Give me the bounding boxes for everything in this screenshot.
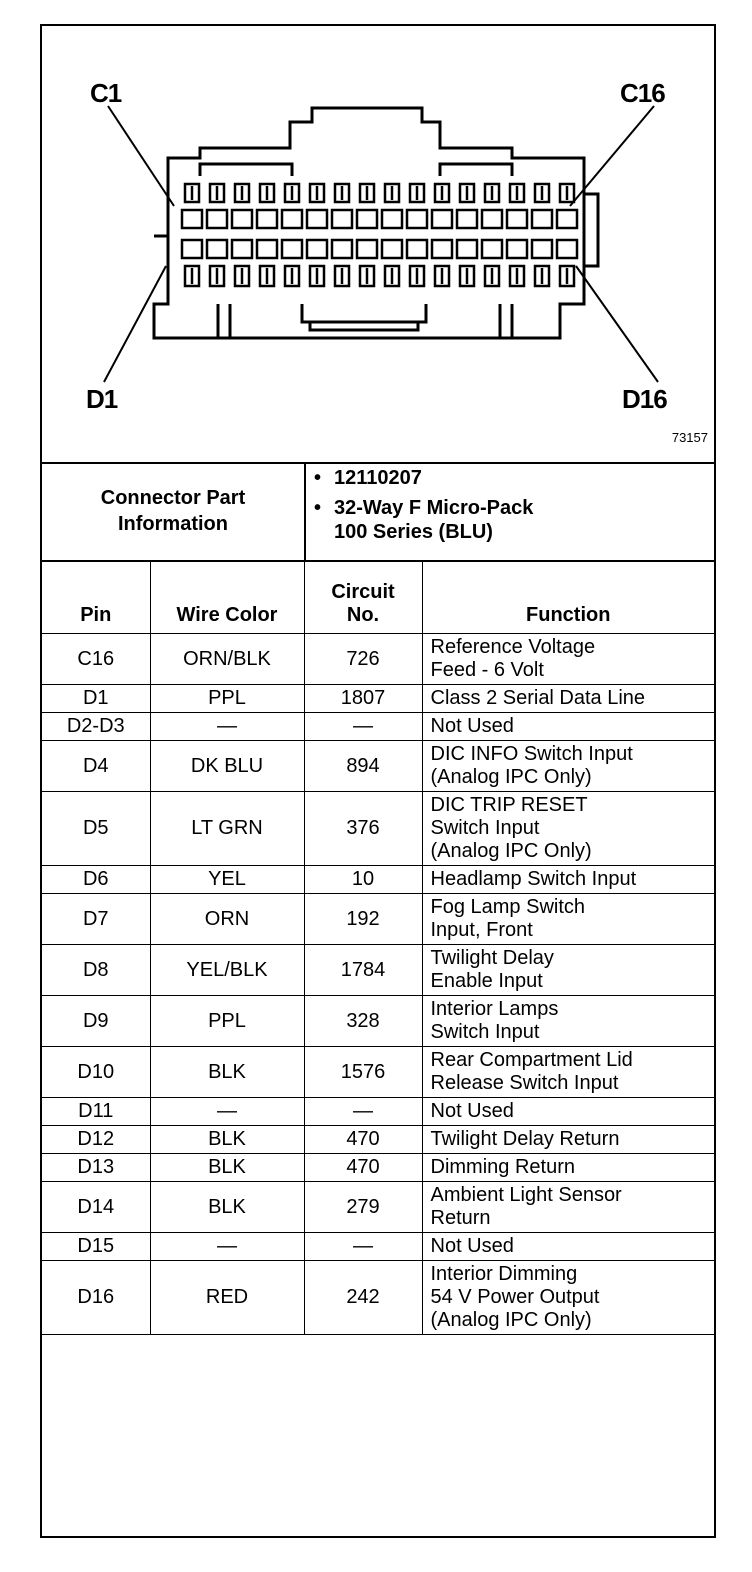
function-cell bbox=[422, 741, 714, 792]
table-row bbox=[42, 1098, 714, 1126]
wire-color-cell: BLK bbox=[150, 1126, 304, 1154]
circuit-cell: 376 bbox=[304, 792, 422, 866]
bullet-icon: • bbox=[314, 497, 322, 519]
function-cell bbox=[422, 792, 714, 866]
pin-cell: D11 bbox=[42, 1098, 150, 1126]
function-line: Not Used bbox=[430, 1235, 514, 1257]
circuit-cell: 1784 bbox=[304, 945, 422, 996]
terminal-cavity bbox=[332, 240, 352, 258]
connector-diagram bbox=[42, 26, 714, 464]
wire-color-cell: PPL bbox=[150, 685, 304, 713]
part-number: 12110207 bbox=[334, 467, 422, 489]
connector-part-information bbox=[42, 462, 714, 562]
pin-cell: D8 bbox=[42, 945, 150, 996]
function-line: Switch Input bbox=[430, 817, 540, 839]
wire-color-cell: BLK bbox=[150, 1154, 304, 1182]
terminal-cavity bbox=[457, 240, 477, 258]
wire-color-cell: DK BLU bbox=[150, 741, 304, 792]
function-line: Fog Lamp Switch bbox=[430, 896, 586, 918]
function-line: DIC TRIP RESET bbox=[430, 794, 588, 816]
terminal-cavity bbox=[357, 210, 377, 228]
table-row bbox=[42, 1233, 714, 1261]
function-line: Interior Dimming bbox=[430, 1263, 578, 1285]
table-row bbox=[42, 741, 714, 792]
terminal-cavity bbox=[282, 210, 302, 228]
function-line: Not Used bbox=[430, 1100, 514, 1122]
header-wire-color: Wire Color bbox=[150, 562, 304, 634]
function-line: (Analog IPC Only) bbox=[430, 840, 592, 862]
terminal-cavity bbox=[432, 210, 452, 228]
info-heading bbox=[42, 462, 306, 560]
wire-color-cell: YEL/BLK bbox=[150, 945, 304, 996]
terminal-cavity bbox=[407, 240, 427, 258]
terminal-cavity bbox=[257, 240, 277, 258]
connector-sheet bbox=[40, 24, 716, 1538]
label-d1: D1 bbox=[86, 384, 118, 414]
circuit-cell: 279 bbox=[304, 1182, 422, 1233]
header-function: Function bbox=[422, 562, 714, 634]
circuit-cell: 726 bbox=[304, 634, 422, 685]
function-line: Reference Voltage bbox=[430, 636, 596, 658]
terminal-cavity bbox=[207, 210, 227, 228]
terminal-cavity bbox=[382, 240, 402, 258]
function-cell bbox=[422, 1182, 714, 1233]
table-row bbox=[42, 1047, 714, 1098]
pin-cell: D10 bbox=[42, 1047, 150, 1098]
bullet-icon: • bbox=[314, 467, 322, 489]
terminal-cavity bbox=[432, 240, 452, 258]
function-line: DIC INFO Switch Input bbox=[430, 743, 633, 765]
pin-cell: D4 bbox=[42, 741, 150, 792]
function-cell bbox=[422, 685, 714, 713]
function-line: Class 2 Serial Data Line bbox=[430, 687, 646, 709]
function-cell bbox=[422, 634, 714, 685]
function-line: Enable Input bbox=[430, 970, 543, 992]
header-pin: Pin bbox=[42, 562, 150, 634]
wire-color-cell: ORN/BLK bbox=[150, 634, 304, 685]
function-line: Twilight Delay bbox=[430, 947, 554, 969]
function-cell bbox=[422, 1098, 714, 1126]
terminal-cavity bbox=[307, 240, 327, 258]
wire-color-cell: — bbox=[150, 713, 304, 741]
function-line: Release Switch Input bbox=[430, 1072, 619, 1094]
terminal-cavity bbox=[532, 240, 552, 258]
table-row bbox=[42, 1154, 714, 1182]
pin-cell: D12 bbox=[42, 1126, 150, 1154]
wire-color-cell: — bbox=[150, 1098, 304, 1126]
terminal-cavity bbox=[207, 240, 227, 258]
function-line: Return bbox=[430, 1207, 491, 1229]
table-header-row bbox=[42, 562, 714, 634]
function-cell bbox=[422, 713, 714, 741]
circuit-cell: 1807 bbox=[304, 685, 422, 713]
info-heading-line2: Information bbox=[118, 513, 228, 535]
terminal-cavity bbox=[507, 240, 527, 258]
table-row bbox=[42, 1261, 714, 1335]
pin-cell: D7 bbox=[42, 894, 150, 945]
function-line: 54 V Power Output bbox=[430, 1286, 600, 1308]
function-cell bbox=[422, 1233, 714, 1261]
terminal-cavity bbox=[257, 210, 277, 228]
function-cell bbox=[422, 996, 714, 1047]
terminal-cavity bbox=[482, 210, 502, 228]
description-line2: 100 Series (BLU) bbox=[334, 521, 493, 543]
pin-cell: D15 bbox=[42, 1233, 150, 1261]
circuit-cell: 192 bbox=[304, 894, 422, 945]
table-row bbox=[42, 1182, 714, 1233]
terminal-cavity bbox=[182, 210, 202, 228]
terminal-cavity bbox=[182, 240, 202, 258]
terminal-cavity bbox=[407, 210, 427, 228]
terminal-cavity bbox=[307, 210, 327, 228]
function-line: Switch Input bbox=[430, 1021, 540, 1043]
table-row bbox=[42, 792, 714, 866]
pin-cell: D14 bbox=[42, 1182, 150, 1233]
wire-color-cell: BLK bbox=[150, 1047, 304, 1098]
table-row bbox=[42, 713, 714, 741]
circuit-cell: — bbox=[304, 1098, 422, 1126]
function-line: (Analog IPC Only) bbox=[430, 766, 592, 788]
terminal-cavity bbox=[232, 210, 252, 228]
table-row bbox=[42, 634, 714, 685]
terminal-cavity bbox=[232, 240, 252, 258]
terminal-cavity bbox=[332, 210, 352, 228]
function-cell bbox=[422, 894, 714, 945]
terminal-cavity bbox=[357, 240, 377, 258]
function-cell bbox=[422, 1261, 714, 1335]
label-c16: C16 bbox=[620, 78, 665, 108]
function-line: Dimming Return bbox=[430, 1156, 575, 1178]
header-circuit-no bbox=[304, 562, 422, 634]
function-line: Not Used bbox=[430, 715, 514, 737]
table-row bbox=[42, 1126, 714, 1154]
wire-color-cell: YEL bbox=[150, 866, 304, 894]
pin-cell: D5 bbox=[42, 792, 150, 866]
wire-color-cell: — bbox=[150, 1233, 304, 1261]
table-row bbox=[42, 866, 714, 894]
table-row bbox=[42, 996, 714, 1047]
function-line: Rear Compartment Lid bbox=[430, 1049, 633, 1071]
terminal-cavity bbox=[457, 210, 477, 228]
function-cell bbox=[422, 945, 714, 996]
circuit-cell: 328 bbox=[304, 996, 422, 1047]
circuit-cell: — bbox=[304, 713, 422, 741]
label-c1: C1 bbox=[90, 78, 122, 108]
wire-color-cell: BLK bbox=[150, 1182, 304, 1233]
circuit-cell: 470 bbox=[304, 1126, 422, 1154]
function-line: Headlamp Switch Input bbox=[430, 868, 637, 890]
terminal-cavity bbox=[557, 210, 577, 228]
function-cell bbox=[422, 1154, 714, 1182]
terminal-cavity bbox=[482, 240, 502, 258]
terminal-cavity bbox=[532, 210, 552, 228]
circuit-cell: — bbox=[304, 1233, 422, 1261]
description-line1: 32-Way F Micro-Pack bbox=[334, 497, 534, 519]
function-line: Ambient Light Sensor bbox=[430, 1184, 622, 1206]
function-cell bbox=[422, 1047, 714, 1098]
function-line: Input, Front bbox=[430, 919, 533, 941]
function-cell bbox=[422, 1126, 714, 1154]
pin-cell: D13 bbox=[42, 1154, 150, 1182]
terminal-cavity bbox=[282, 240, 302, 258]
label-d16: D16 bbox=[622, 384, 667, 414]
connector-face-drawing bbox=[42, 26, 714, 462]
circuit-cell: 894 bbox=[304, 741, 422, 792]
pinout-table bbox=[42, 562, 714, 1335]
wire-color-cell: ORN bbox=[150, 894, 304, 945]
pin-cell: D9 bbox=[42, 996, 150, 1047]
table-row bbox=[42, 945, 714, 996]
pin-cell: D6 bbox=[42, 866, 150, 894]
info-details bbox=[312, 466, 712, 550]
function-line: Feed - 6 Volt bbox=[430, 659, 544, 681]
figure-number: 73157 bbox=[671, 430, 708, 445]
pin-cell: D1 bbox=[42, 685, 150, 713]
header-circuit-line1: Circuit bbox=[331, 581, 395, 603]
terminal-cavity bbox=[557, 240, 577, 258]
terminal-cavity bbox=[507, 210, 527, 228]
function-line: (Analog IPC Only) bbox=[430, 1309, 592, 1331]
wire-color-cell: PPL bbox=[150, 996, 304, 1047]
wire-color-cell: LT GRN bbox=[150, 792, 304, 866]
circuit-cell: 242 bbox=[304, 1261, 422, 1335]
info-heading-line1: Connector Part bbox=[100, 487, 246, 509]
table-row bbox=[42, 894, 714, 945]
circuit-cell: 1576 bbox=[304, 1047, 422, 1098]
description-item bbox=[312, 496, 712, 544]
function-line: Twilight Delay Return bbox=[430, 1128, 620, 1150]
function-cell bbox=[422, 866, 714, 894]
wire-color-cell: RED bbox=[150, 1261, 304, 1335]
pin-cell: D16 bbox=[42, 1261, 150, 1335]
table-row bbox=[42, 685, 714, 713]
header-circuit-line2: No. bbox=[346, 604, 380, 626]
circuit-cell: 10 bbox=[304, 866, 422, 894]
part-number-item bbox=[312, 466, 712, 490]
function-line: Interior Lamps bbox=[430, 998, 559, 1020]
circuit-cell: 470 bbox=[304, 1154, 422, 1182]
pin-cell: D2-D3 bbox=[42, 713, 150, 741]
pin-cell: C16 bbox=[42, 634, 150, 685]
terminal-cavity bbox=[382, 210, 402, 228]
